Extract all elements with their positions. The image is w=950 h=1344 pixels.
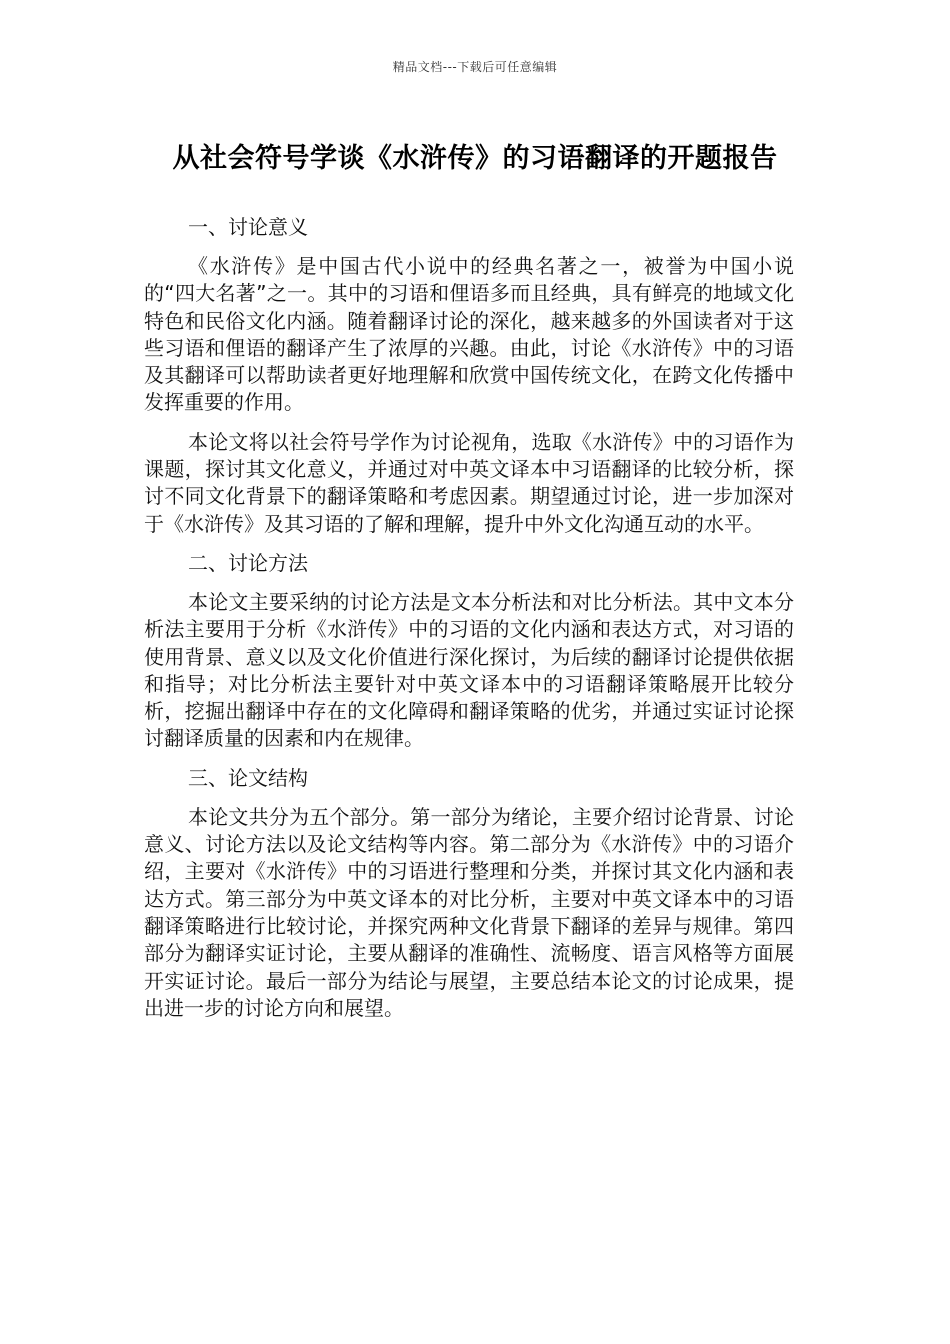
section-heading: 二、讨论方法 [188,550,308,575]
section-significance [144,214,794,538]
section-heading: 一、讨论意义 [188,215,308,239]
header-note: 精品文档---下载后可任意编辑 [392,60,558,74]
paragraph: 本论文共分为五个部分。第一部分为绪论，主要介绍讨论背景、讨论意义、讨论方法以及论文结构等内容。第二部分为《水浒传》中的习语介绍，主要对《水浒传》中的习语进行整理和分类，并探讨其文化内涵和表达方式。第三部分为中英文译本的对比分析，主要对中英文译本中的习语翻译策略进行比较讨论，并探究两种文化背景下翻译的差异与规律。第四部分为翻译实证讨论，主要从翻译的准确性、流畅度、语言风格等方面展开实证讨论。最后一部分为结论与展望，主要总结本论文的讨论成果，提出进一步的讨论方向和展望。 [144,804,794,1020]
section-methods [144,550,794,753]
paragraph: 本论文主要采纳的讨论方法是文本分析法和对比分析法。其中文本分析法主要用于分析《水浒传》中的习语的文化内涵和表达方式，对习语的使用背景、意义以及文化价值进行深化探讨，为后续的翻译讨论提供依据和指导；对比分析法主要针对中英文译本中的习语翻译策略展开比较分析，挖掘出翻译中存在的文化障碍和翻译策略的优劣，并通过实证讨论探讨翻译质量的因素和内在规律。 [144,589,794,751]
document-body [144,214,794,1034]
paragraph: 本论文将以社会符号学作为讨论视角，选取《水浒传》中的习语作为课题，探讨其文化意义，并通过对中英文译本中习语翻译的比较分析，探讨不同文化背景下的翻译策略和考虑因素。期望通过讨论，进一步加深对于《水浒传》及其习语的了解和理解，提升中外文化沟通互动的水平。 [144,429,794,536]
paragraph: 《水浒传》是中国古代小说中的经典名著之一，被誉为中国小说的“四大名著”之一。其中的习语和俚语多而且经典，具有鲜亮的地域文化特色和民俗文化内涵。随着翻译讨论的深化，越来越多的外国读者对于这些习语和俚语的翻译产生了浓厚的兴趣。由此，讨论《水浒传》中的习语及其翻译可以帮助读者更好地理解和欣赏中国传统文化，在跨文化传播中发挥重要的作用。 [144,254,794,415]
section-structure [144,765,794,1022]
document-title: 从社会符号学谈《水浒传》的习语翻译的开题报告 [172,143,778,174]
section-heading: 三、论文结构 [188,765,308,790]
